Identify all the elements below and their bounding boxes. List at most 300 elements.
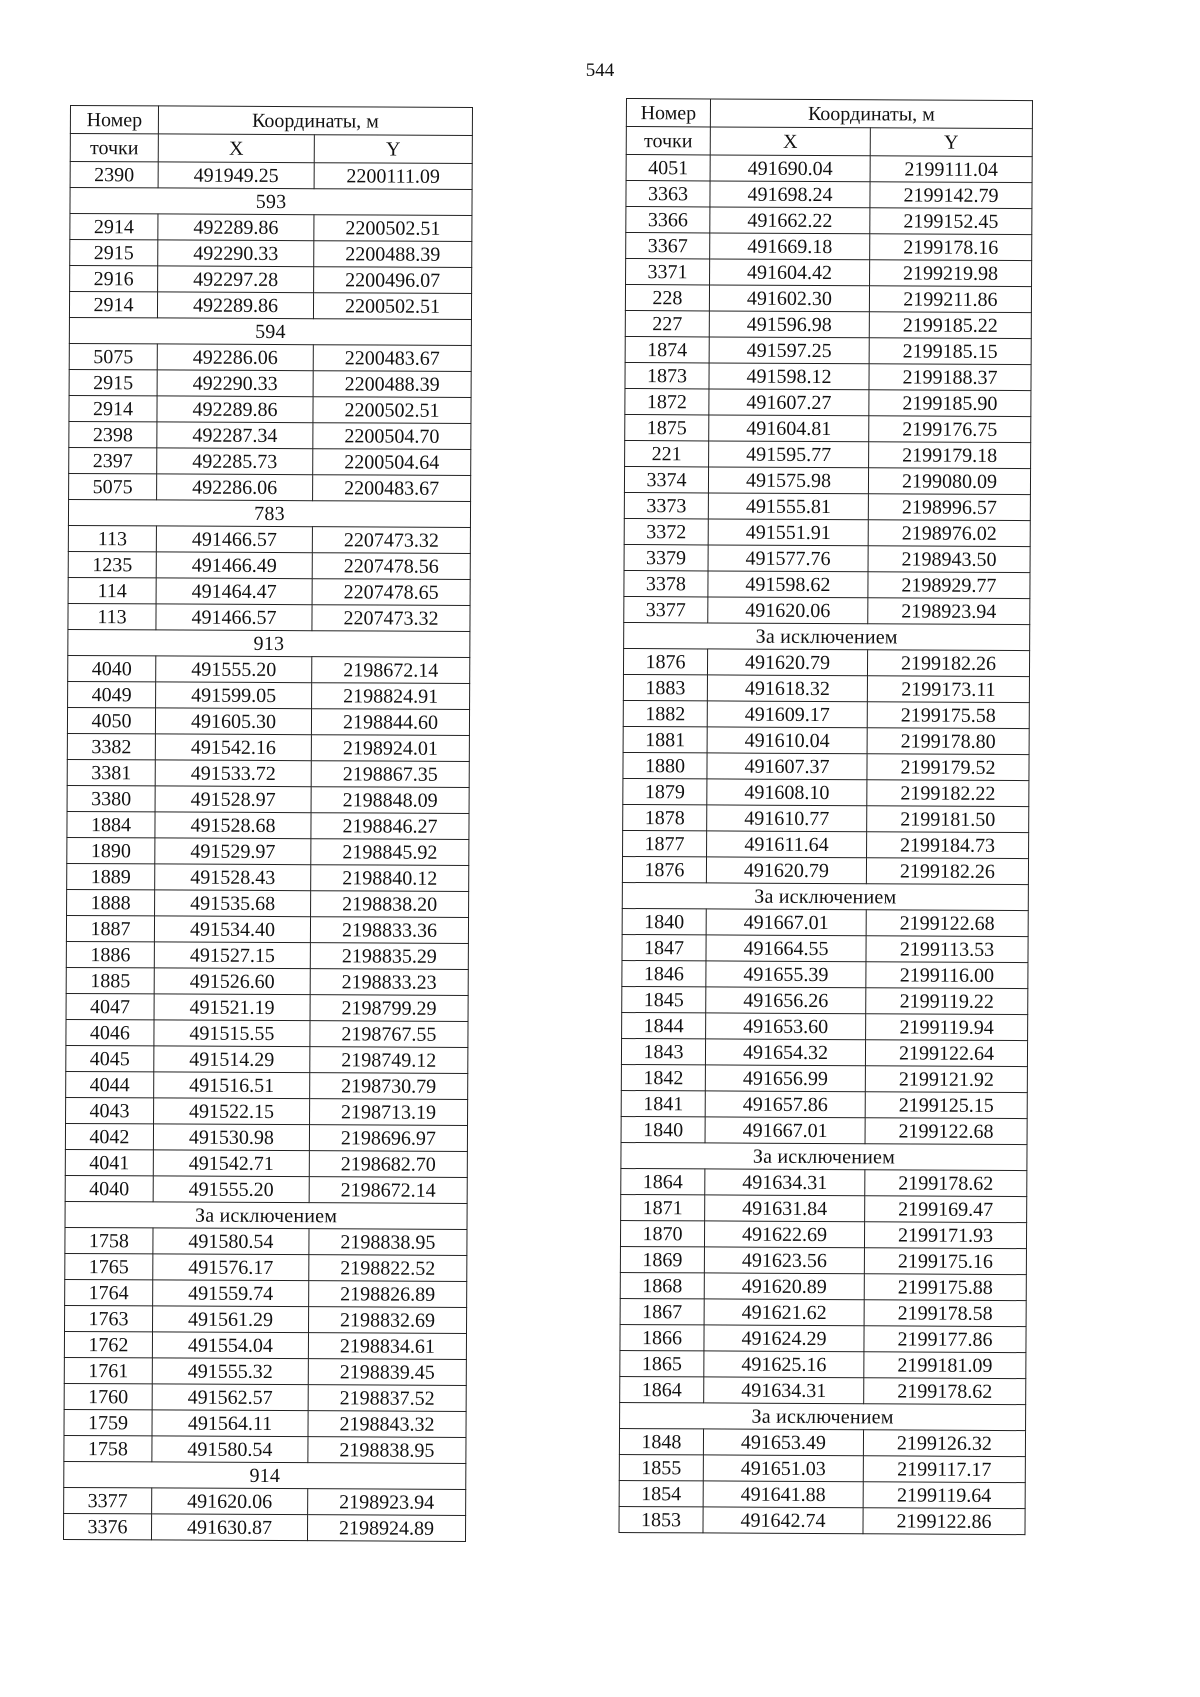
table-row xyxy=(623,674,1029,702)
point-number-header: точки xyxy=(626,127,710,155)
point-number-cell: 4049 xyxy=(68,681,156,707)
x-coordinate-cell: 491664.55 xyxy=(706,935,866,962)
table-row xyxy=(67,811,469,839)
x-coordinate-cell: 492289.86 xyxy=(158,214,314,241)
y-coordinate-cell: 2199176.75 xyxy=(869,416,1031,443)
section-label: 783 xyxy=(68,499,470,527)
table-row xyxy=(620,1246,1026,1274)
table-body xyxy=(619,155,1032,1535)
table-row xyxy=(70,266,472,294)
y-coordinate-cell: 2198696.97 xyxy=(309,1125,467,1152)
x-coordinate-cell: 491623.56 xyxy=(704,1247,864,1274)
x-coordinate-cell: 492287.34 xyxy=(157,422,313,449)
table-row xyxy=(621,1116,1027,1144)
y-coordinate-cell: 2198840.12 xyxy=(311,865,469,892)
x-coordinate-cell: 491542.71 xyxy=(153,1150,309,1177)
point-number-cell: 1889 xyxy=(67,863,155,889)
y-coordinate-cell: 2198767.55 xyxy=(310,1021,468,1048)
x-coordinate-cell: 492297.28 xyxy=(158,266,314,293)
table-row xyxy=(623,726,1029,754)
point-number-cell: 3381 xyxy=(67,759,155,785)
table-row xyxy=(620,1324,1026,1352)
y-coordinate-cell: 2198976.02 xyxy=(868,520,1030,547)
table-row xyxy=(64,1383,466,1411)
section-label: За исключением xyxy=(65,1201,467,1229)
table-row xyxy=(67,733,469,761)
table-body xyxy=(63,162,472,1542)
y-coordinate-cell: 2198833.36 xyxy=(310,917,468,944)
coordinates-header: Координаты, м xyxy=(710,99,1032,129)
y-coordinate-cell: 2200502.51 xyxy=(314,215,472,242)
table-row xyxy=(624,544,1030,572)
y-coordinate-cell: 2199126.32 xyxy=(863,1430,1025,1457)
table-row xyxy=(621,1090,1027,1118)
point-number-cell: 1758 xyxy=(64,1435,152,1461)
section-label: 594 xyxy=(69,317,471,345)
table-row xyxy=(626,233,1032,261)
table-row xyxy=(66,993,468,1021)
table-row xyxy=(620,1298,1026,1326)
table-row xyxy=(623,752,1029,780)
table-row xyxy=(65,1227,467,1255)
point-number-cell: 4043 xyxy=(66,1097,154,1123)
point-number-cell: 1866 xyxy=(620,1324,704,1350)
x-coordinate-cell: 491622.69 xyxy=(704,1221,864,1248)
x-coordinate-cell: 491610.04 xyxy=(707,727,867,754)
y-coordinate-cell: 2198672.14 xyxy=(309,1177,467,1204)
y-coordinate-cell: 2198845.92 xyxy=(311,839,469,866)
y-coordinate-cell: 2198923.94 xyxy=(868,598,1030,625)
table-row xyxy=(626,207,1032,235)
x-coordinate-cell: 491602.30 xyxy=(709,285,869,312)
x-coordinate-cell: 491608.10 xyxy=(707,779,867,806)
table-row xyxy=(68,603,470,631)
point-number-cell: 3374 xyxy=(624,466,708,492)
y-coordinate-cell: 2200502.51 xyxy=(313,397,471,424)
x-coordinate-cell: 491529.97 xyxy=(155,838,311,865)
x-coordinate-cell: 491564.11 xyxy=(152,1410,308,1437)
y-coordinate-cell: 2198749.12 xyxy=(310,1047,468,1074)
table-row xyxy=(69,421,471,449)
table-row xyxy=(66,967,468,995)
y-coordinate-cell: 2198838.95 xyxy=(308,1437,466,1464)
x-header: X xyxy=(158,134,314,163)
point-number-cell: 2915 xyxy=(70,240,158,266)
y-coordinate-cell: 2198822.52 xyxy=(309,1255,467,1282)
x-coordinate-cell: 491669.18 xyxy=(710,233,870,260)
y-coordinate-cell: 2199177.86 xyxy=(864,1326,1026,1353)
table-row xyxy=(66,941,468,969)
table-row xyxy=(623,648,1029,676)
y-coordinate-cell: 2199178.58 xyxy=(864,1300,1026,1327)
y-coordinate-cell: 2199142.79 xyxy=(870,182,1032,209)
point-number-header: Номер xyxy=(70,106,158,134)
table-row xyxy=(65,1253,467,1281)
point-number-cell: 2914 xyxy=(69,395,157,421)
x-coordinate-cell: 491620.79 xyxy=(707,649,867,676)
x-coordinate-cell: 491555.81 xyxy=(708,493,868,520)
section-row xyxy=(69,317,471,345)
y-coordinate-cell: 2199181.09 xyxy=(864,1352,1026,1379)
x-coordinate-cell: 491530.98 xyxy=(153,1124,309,1151)
table-row xyxy=(69,292,471,320)
x-coordinate-cell: 491653.60 xyxy=(706,1013,866,1040)
table-row xyxy=(619,1480,1025,1508)
x-coordinate-cell: 491516.51 xyxy=(154,1072,310,1099)
y-coordinate-cell: 2200111.09 xyxy=(314,163,472,190)
point-number-cell: 1877 xyxy=(623,830,707,856)
table-row xyxy=(625,414,1031,442)
point-number-cell: 1870 xyxy=(620,1220,704,1246)
x-coordinate-cell: 491631.84 xyxy=(705,1195,865,1222)
x-coordinate-cell: 491620.79 xyxy=(706,857,866,884)
section-label: За исключением xyxy=(622,882,1028,910)
x-coordinate-cell: 491580.54 xyxy=(153,1228,309,1255)
y-coordinate-cell: 2200488.39 xyxy=(314,241,472,268)
x-coordinate-cell: 491604.81 xyxy=(709,415,869,442)
table-row xyxy=(624,596,1030,624)
table-row xyxy=(64,1435,466,1463)
point-number-cell: 1864 xyxy=(621,1168,705,1194)
coordinates-table-right xyxy=(618,98,1033,1535)
table-row xyxy=(68,551,470,579)
point-number-cell: 1854 xyxy=(619,1480,703,1506)
table-row xyxy=(64,1331,466,1359)
y-coordinate-cell: 2198929.77 xyxy=(868,572,1030,599)
x-coordinate-cell: 491655.39 xyxy=(706,961,866,988)
point-number-cell: 4041 xyxy=(65,1149,153,1175)
x-coordinate-cell: 491542.16 xyxy=(155,734,311,761)
x-coordinate-cell: 492290.33 xyxy=(157,370,313,397)
x-coordinate-cell: 491597.25 xyxy=(709,337,869,364)
y-coordinate-cell: 2198846.27 xyxy=(311,813,469,840)
y-coordinate-cell: 2199178.16 xyxy=(870,234,1032,261)
table-row xyxy=(65,1123,467,1151)
table-row xyxy=(70,214,472,242)
x-coordinate-cell: 491621.62 xyxy=(704,1299,864,1326)
y-coordinate-cell: 2199122.68 xyxy=(865,1118,1027,1145)
table-row xyxy=(625,285,1031,313)
y-coordinate-cell: 2207473.32 xyxy=(312,527,470,554)
section-row xyxy=(622,882,1028,910)
x-coordinate-cell: 491595.77 xyxy=(709,441,869,468)
point-number-cell: 1876 xyxy=(622,856,706,882)
x-coordinate-cell: 491641.88 xyxy=(703,1481,863,1508)
y-coordinate-cell: 2198838.20 xyxy=(311,891,469,918)
x-coordinate-cell: 491526.60 xyxy=(154,968,310,995)
point-number-cell: 3378 xyxy=(624,570,708,596)
point-number-cell: 228 xyxy=(625,285,709,311)
x-coordinate-cell: 491575.98 xyxy=(708,467,868,494)
point-number-cell: 1876 xyxy=(623,648,707,674)
point-number-cell: 1845 xyxy=(622,986,706,1012)
section-label: 593 xyxy=(70,188,472,216)
point-number-cell: 1842 xyxy=(621,1064,705,1090)
x-coordinate-cell: 491559.74 xyxy=(153,1280,309,1307)
x-coordinate-cell: 491522.15 xyxy=(154,1098,310,1125)
point-number-cell: 1841 xyxy=(621,1090,705,1116)
table-row xyxy=(67,889,469,917)
y-coordinate-cell: 2198838.95 xyxy=(309,1229,467,1256)
table-row xyxy=(67,785,469,813)
table-row xyxy=(620,1376,1026,1404)
x-coordinate-cell: 491528.43 xyxy=(155,864,311,891)
point-number-cell: 5075 xyxy=(69,473,157,499)
table-row xyxy=(620,1350,1026,1378)
table-row xyxy=(622,856,1028,884)
x-coordinate-cell: 491598.62 xyxy=(708,571,868,598)
point-number-cell: 1867 xyxy=(620,1298,704,1324)
point-number-cell: 3380 xyxy=(67,785,155,811)
x-coordinate-cell: 491611.64 xyxy=(707,831,867,858)
point-number-cell: 4045 xyxy=(66,1045,154,1071)
x-coordinate-cell: 491607.27 xyxy=(709,389,869,416)
table-row xyxy=(66,915,468,943)
y-header: Y xyxy=(314,135,472,164)
table-row xyxy=(624,518,1030,546)
x-coordinate-cell: 491634.31 xyxy=(705,1169,865,1196)
point-number-cell: 1840 xyxy=(622,908,706,934)
table-row xyxy=(620,1220,1026,1248)
section-label: За исключением xyxy=(624,622,1030,650)
x-coordinate-cell: 492286.06 xyxy=(157,474,313,501)
point-number-cell: 3363 xyxy=(626,181,710,207)
point-number-cell: 1886 xyxy=(66,941,154,967)
x-coordinate-cell: 491551.91 xyxy=(708,519,868,546)
table-row xyxy=(63,1513,465,1541)
table-row xyxy=(68,525,470,553)
y-coordinate-cell: 2198924.01 xyxy=(311,735,469,762)
point-number-cell: 227 xyxy=(625,310,709,336)
table-row xyxy=(619,1506,1025,1534)
section-row xyxy=(70,188,472,216)
point-number-cell: 1846 xyxy=(622,960,706,986)
x-coordinate-cell: 491657.86 xyxy=(705,1091,865,1118)
x-coordinate-cell: 491577.76 xyxy=(708,545,868,572)
y-coordinate-cell: 2198844.60 xyxy=(311,709,469,736)
y-coordinate-cell: 2198832.69 xyxy=(309,1307,467,1334)
x-coordinate-cell: 491630.87 xyxy=(151,1514,307,1541)
header-row xyxy=(626,99,1032,129)
y-coordinate-cell: 2199080.09 xyxy=(868,468,1030,495)
x-coordinate-cell: 491656.99 xyxy=(705,1065,865,1092)
y-coordinate-cell: 2200483.67 xyxy=(313,475,471,502)
section-row xyxy=(68,629,470,657)
point-number-cell: 114 xyxy=(68,577,156,603)
y-coordinate-cell: 2199175.88 xyxy=(864,1274,1026,1301)
table-row xyxy=(68,577,470,605)
point-number-cell: 1764 xyxy=(65,1279,153,1305)
point-number-cell: 1853 xyxy=(619,1506,703,1532)
y-coordinate-cell: 2198839.45 xyxy=(308,1359,466,1386)
y-coordinate-cell: 2198996.57 xyxy=(868,494,1030,521)
x-coordinate-cell: 491625.16 xyxy=(704,1351,864,1378)
y-coordinate-cell: 2199119.22 xyxy=(866,988,1028,1015)
x-coordinate-cell: 491605.30 xyxy=(155,708,311,735)
point-number-cell: 1840 xyxy=(621,1116,705,1142)
x-coordinate-cell: 491690.04 xyxy=(710,155,870,182)
point-number-cell: 1848 xyxy=(619,1428,703,1454)
y-coordinate-cell: 2199169.47 xyxy=(865,1196,1027,1223)
table-row xyxy=(623,804,1029,832)
y-coordinate-cell: 2199122.86 xyxy=(863,1508,1025,1535)
y-coordinate-cell: 2198943.50 xyxy=(868,546,1030,573)
header-row xyxy=(626,127,1032,157)
y-coordinate-cell: 2198682.70 xyxy=(309,1151,467,1178)
point-number-cell: 1760 xyxy=(64,1383,152,1409)
x-coordinate-cell: 491561.29 xyxy=(153,1306,309,1333)
point-number-cell: 2397 xyxy=(69,447,157,473)
table-row xyxy=(622,960,1028,988)
table-row xyxy=(66,1097,468,1125)
x-coordinate-cell: 491667.01 xyxy=(706,909,866,936)
y-coordinate-cell: 2199173.11 xyxy=(867,676,1029,703)
x-coordinate-cell: 492285.73 xyxy=(157,448,313,475)
x-coordinate-cell: 491610.77 xyxy=(707,805,867,832)
table-row xyxy=(622,934,1028,962)
y-coordinate-cell: 2200504.64 xyxy=(313,449,471,476)
table-row xyxy=(625,336,1031,364)
y-coordinate-cell: 2198799.29 xyxy=(310,995,468,1022)
y-coordinate-cell: 2199119.64 xyxy=(863,1482,1025,1509)
table-row xyxy=(70,162,472,190)
point-number-cell: 1888 xyxy=(67,889,155,915)
y-header: Y xyxy=(870,128,1032,157)
x-coordinate-cell: 491527.15 xyxy=(154,942,310,969)
table-row xyxy=(622,1012,1028,1040)
point-number-cell: 4047 xyxy=(66,993,154,1019)
table-row xyxy=(66,1019,468,1047)
x-coordinate-cell: 491642.74 xyxy=(703,1507,863,1534)
section-row xyxy=(620,1402,1026,1430)
point-number-cell: 3371 xyxy=(626,259,710,285)
x-coordinate-cell: 491464.47 xyxy=(156,578,312,605)
point-number-cell: 2915 xyxy=(69,369,157,395)
y-coordinate-cell: 2200496.07 xyxy=(314,267,472,294)
point-number-cell: 113 xyxy=(68,603,156,629)
table-row xyxy=(626,181,1032,209)
point-number-cell: 1765 xyxy=(65,1253,153,1279)
y-coordinate-cell: 2199152.45 xyxy=(870,208,1032,235)
y-coordinate-cell: 2198923.94 xyxy=(308,1489,466,1516)
y-coordinate-cell: 2199116.00 xyxy=(866,962,1028,989)
point-number-cell: 3379 xyxy=(624,544,708,570)
y-coordinate-cell: 2198824.91 xyxy=(312,683,470,710)
point-number-cell: 5075 xyxy=(69,343,157,369)
point-number-cell: 1883 xyxy=(623,674,707,700)
point-number-cell: 1868 xyxy=(620,1272,704,1298)
point-number-cell: 1763 xyxy=(65,1305,153,1331)
point-number-header: точки xyxy=(70,134,158,162)
table-row xyxy=(65,1149,467,1177)
y-coordinate-cell: 2199185.90 xyxy=(869,390,1031,417)
y-coordinate-cell: 2199175.58 xyxy=(867,702,1029,729)
table-row xyxy=(622,986,1028,1014)
x-header: X xyxy=(710,127,870,156)
y-coordinate-cell: 2200488.39 xyxy=(313,371,471,398)
x-coordinate-cell: 491596.98 xyxy=(709,311,869,338)
point-number-cell: 1869 xyxy=(620,1246,704,1272)
y-coordinate-cell: 2199182.26 xyxy=(866,858,1028,885)
y-coordinate-cell: 2207478.56 xyxy=(312,553,470,580)
table-row xyxy=(69,473,471,501)
table-row xyxy=(625,440,1031,468)
point-number-cell: 1759 xyxy=(64,1409,152,1435)
point-number-cell: 221 xyxy=(625,440,709,466)
x-coordinate-cell: 491604.42 xyxy=(710,259,870,286)
y-coordinate-cell: 2199184.73 xyxy=(867,832,1029,859)
point-number-cell: 1235 xyxy=(68,551,156,577)
table-row xyxy=(626,259,1032,287)
point-number-cell: 2398 xyxy=(69,421,157,447)
x-coordinate-cell: 491555.20 xyxy=(156,656,312,683)
table-row xyxy=(619,1454,1025,1482)
x-coordinate-cell: 491555.32 xyxy=(152,1358,308,1385)
x-coordinate-cell: 491515.55 xyxy=(154,1020,310,1047)
y-coordinate-cell: 2198833.23 xyxy=(310,969,468,996)
section-row xyxy=(64,1461,466,1489)
table-row xyxy=(625,388,1031,416)
point-number-cell: 4044 xyxy=(66,1071,154,1097)
point-number-cell: 4046 xyxy=(66,1019,154,1045)
point-number-cell: 4051 xyxy=(626,155,710,181)
table-row xyxy=(621,1038,1027,1066)
point-number-cell: 3367 xyxy=(626,233,710,259)
y-coordinate-cell: 2199119.94 xyxy=(866,1014,1028,1041)
table-row xyxy=(624,466,1030,494)
y-coordinate-cell: 2207478.65 xyxy=(312,579,470,606)
y-coordinate-cell: 2199182.22 xyxy=(867,780,1029,807)
point-number-header: Номер xyxy=(626,99,710,127)
point-number-cell: 4040 xyxy=(65,1175,153,1201)
x-coordinate-cell: 492290.33 xyxy=(158,240,314,267)
x-coordinate-cell: 491599.05 xyxy=(156,682,312,709)
y-coordinate-cell: 2200504.70 xyxy=(313,423,471,450)
point-number-cell: 1864 xyxy=(620,1376,704,1402)
header-row xyxy=(70,106,472,136)
x-coordinate-cell: 492286.06 xyxy=(157,344,313,371)
x-coordinate-cell: 491466.49 xyxy=(156,552,312,579)
table-row xyxy=(70,240,472,268)
x-coordinate-cell: 491535.68 xyxy=(155,890,311,917)
point-number-cell: 1879 xyxy=(623,778,707,804)
x-coordinate-cell: 491521.19 xyxy=(154,994,310,1021)
point-number-cell: 1762 xyxy=(64,1331,152,1357)
table-row xyxy=(66,1045,468,1073)
x-coordinate-cell: 491580.54 xyxy=(152,1436,308,1463)
y-coordinate-cell: 2199188.37 xyxy=(869,364,1031,391)
point-number-cell: 113 xyxy=(68,525,156,551)
x-coordinate-cell: 491554.04 xyxy=(152,1332,308,1359)
section-label: 914 xyxy=(64,1461,466,1489)
table-row xyxy=(66,1071,468,1099)
point-number-cell: 1865 xyxy=(620,1350,704,1376)
point-number-cell: 1887 xyxy=(66,915,154,941)
point-number-cell: 3373 xyxy=(624,492,708,518)
table-row xyxy=(623,830,1029,858)
y-coordinate-cell: 2199182.26 xyxy=(867,650,1029,677)
point-number-cell: 1874 xyxy=(625,336,709,362)
y-coordinate-cell: 2199122.68 xyxy=(866,910,1028,937)
table-row xyxy=(623,700,1029,728)
point-number-cell: 1761 xyxy=(64,1357,152,1383)
table-row xyxy=(624,570,1030,598)
coordinates-header: Координаты, м xyxy=(158,106,472,136)
table-row xyxy=(619,1428,1025,1456)
x-coordinate-cell: 491533.72 xyxy=(155,760,311,787)
table-row xyxy=(68,655,470,683)
x-coordinate-cell: 492289.86 xyxy=(157,292,313,319)
